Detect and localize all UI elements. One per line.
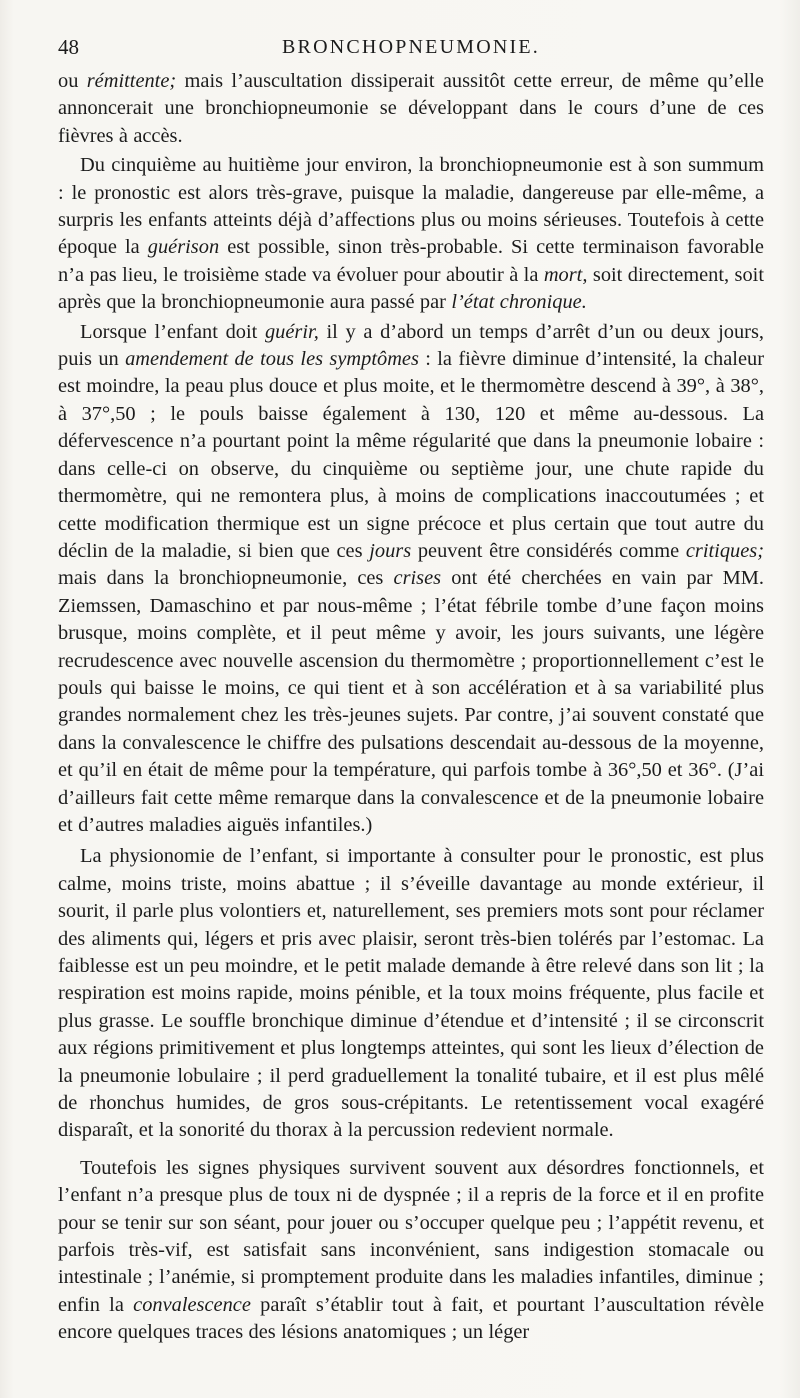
text-run: il y a d’abord un temps d’arrêt d’un ou deux jours, puis un <box>58 320 764 371</box>
text-run: ou <box>58 70 87 92</box>
text-run: ont été cherchées en vain par MM. Ziemssen, Damaschino et par nous-même ; l’état fébrile tombe d’une façon moins brusque, moins complète, et il peut même y avoir, les jours suivants, une légère recrudescence avec nouvelle ascension du thermomètre ; proportionnellement c’est le pouls qui baisse le moins, ce qui tient et à son accélération et à sa variabilité plus grandes normalement chez les très-jeunes sujets. Par contre, j’ai souvent constaté que dans la convalescence le chiffre des pulsations descendait au-dessous de la moyenne, et qu’il en était de même pour la température, qui parfois tombe à 36°,50 et 36°. (J’ai d’ailleurs fait cette même remarque dans la convalescence et de la pneumonie lobaire et d’autres maladies aiguës infantiles.) <box>58 567 764 836</box>
text-run: mais dans la bronchiopneumonie, ces <box>58 567 394 590</box>
italic-text-run: convalescence <box>133 1293 251 1316</box>
running-header <box>58 30 764 64</box>
italic-text-run: guérir, <box>264 320 319 343</box>
text-run: Du cinquième au huitième jour environ, la bronchiopneumonie est à son summum : le pronostic est alors très-grave, puisque la maladie, dangereuse par elle-même, a surpris les enfants atteints déjà d’affections plus ou moins sérieuses. Toutefois à cette époque la <box>58 154 764 259</box>
text-run: est possible, sinon très-probable. Si cette terminaison favorable n’a pas lieu, le troisième stade va évoluer pour aboutir à la <box>58 236 764 286</box>
page-number: 48 <box>58 35 79 59</box>
text-run: Toutefois les signes physiques survivent souvent aux désordres fonctionnels, et l’enfant n’a presque plus de toux ni de dyspnée ; il a repris de la force et il en profite pour se tenir sur son séant, pour jouer ou s’occuper quelque peu ; l’appétit revenu, et parfois très-vif, est satisfait sans inconvénient, sans indigestion stomacale ou intestinale ; l’anémie, si promptement produite dans les maladies infantiles, diminue ; enfin la <box>58 1156 764 1316</box>
running-title: BRONCHOPNEUMONIE. <box>282 36 540 58</box>
italic-text-run: crises <box>393 567 442 590</box>
italic-text-run: l’état chronique. <box>451 291 587 314</box>
paragraph <box>58 1155 764 1347</box>
text-run: mais l’auscultation dissiperait aussitôt cette erreur, de même qu’elle annoncerait une bronchiopneumonie se développant dans le cours d’une de ces fièvres à accès. <box>58 70 764 147</box>
paragraph <box>58 843 764 1144</box>
italic-text-run: critiques; <box>685 539 764 562</box>
text-run: La physionomie de l’enfant, si importante à consulter pour le pronostic, est plus calme, moins triste, moins abattue ; il s’éveille davantage au monde extérieur, il sourit, il parle plus volontiers et, naturellement, ses premiers mots sont pour réclamer des aliments qui, légers et pris avec plaisir, seront très-bien tolérés par l’estomac. La faiblesse est un peu moindre, et le petit malade demande à être relevé dans son lit ; la respiration est moins rapide, moins pénible, et la toux moins fréquente, plus facile et plus grasse. Le souffle bronchique diminue d’étendue et d’intensité ; il se circonscrit aux régions primitivement et plus longtemps atteintes, qui sont les lieux d’élection de la pneumonie lobulaire ; il perd graduellement la tonalité tubaire, et il est plus mêlé de rhonchus humides, de gros sous-crépitants. Le retentissement vocal exagéré disparaît, et la sonorité du thorax à la percussion redevient normale. <box>58 845 764 1142</box>
italic-text-run: rémittente; <box>86 70 177 92</box>
paragraph <box>58 152 764 316</box>
italic-text-run: jours <box>369 539 412 562</box>
italic-text-run: mort, <box>543 263 588 286</box>
body-text <box>58 68 764 1347</box>
text-run: peuvent être considérés comme <box>411 539 686 562</box>
italic-text-run: amendement de tous les symptômes <box>125 348 419 371</box>
paragraph <box>58 319 764 840</box>
text-run: paraît s’établir tout à fait, et pourtant l’auscultation révèle encore quelques traces des lésions anatomiques ; un léger <box>58 1293 764 1344</box>
text-run: soit directement, soit après que la bronchiopneumonie aura passé par <box>58 263 764 314</box>
paragraph <box>58 68 764 150</box>
italic-text-run: guérison <box>147 236 220 259</box>
text-run: Lorsque l’enfant doit <box>80 320 265 343</box>
text-run: : la fièvre diminue d’intensité, la chaleur est moindre, la peau plus douce et plus moite, et le thermomètre descend à 39°, à 38°, à 37°,50 ; le pouls baisse également à 130, 120 et même au-dessous. La défervescence n’a pourtant point la même régularité que dans la pneumonie lobaire : dans celle-ci on observe, du cinquième ou septième jour, une chute rapide du thermomètre, qui ne remontera plus, à moins de complications inaccoutumées ; et cette modification thermique est un signe précoce et plus certain que tout autre du déclin de la maladie, si bien que ces <box>58 348 764 562</box>
